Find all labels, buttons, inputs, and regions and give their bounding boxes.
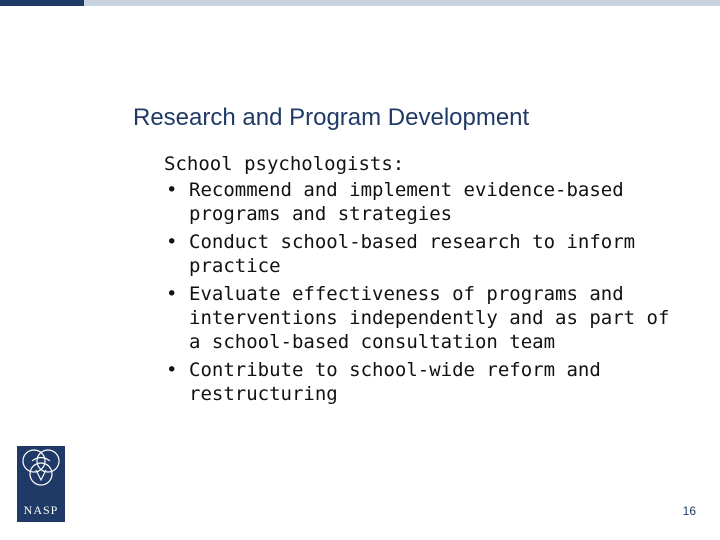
page-number: 16 [682,504,696,518]
bullet-item [164,178,684,226]
slide-title: Research and Program Development [133,104,530,131]
bullet-text: Recommend and implement evidence-based programs and strategies [189,179,624,225]
bullet-item [164,358,684,406]
bullet-text: Evaluate effectiveness of programs and interventions independently and as part of a school-based consultation team [189,283,670,353]
top-bar [0,0,720,6]
bullet-icon: • [166,283,178,305]
top-bar-accent [0,0,84,6]
bullet-icon: • [166,359,178,381]
bullet-text: Conduct school-based research to inform practice [189,231,636,277]
bullet-icon: • [166,179,178,201]
slide-content [164,152,684,410]
bullet-icon: • [166,231,178,253]
nasp-logo [17,446,65,522]
bullet-text: Contribute to school-wide reform and restructuring [189,359,601,405]
bullet-item [164,230,684,278]
intro-text: School psychologists: [164,153,405,175]
nasp-logo-icon [17,446,65,522]
logo-text: NASP [23,503,59,517]
bullet-list [164,178,684,406]
bullet-item [164,282,684,354]
